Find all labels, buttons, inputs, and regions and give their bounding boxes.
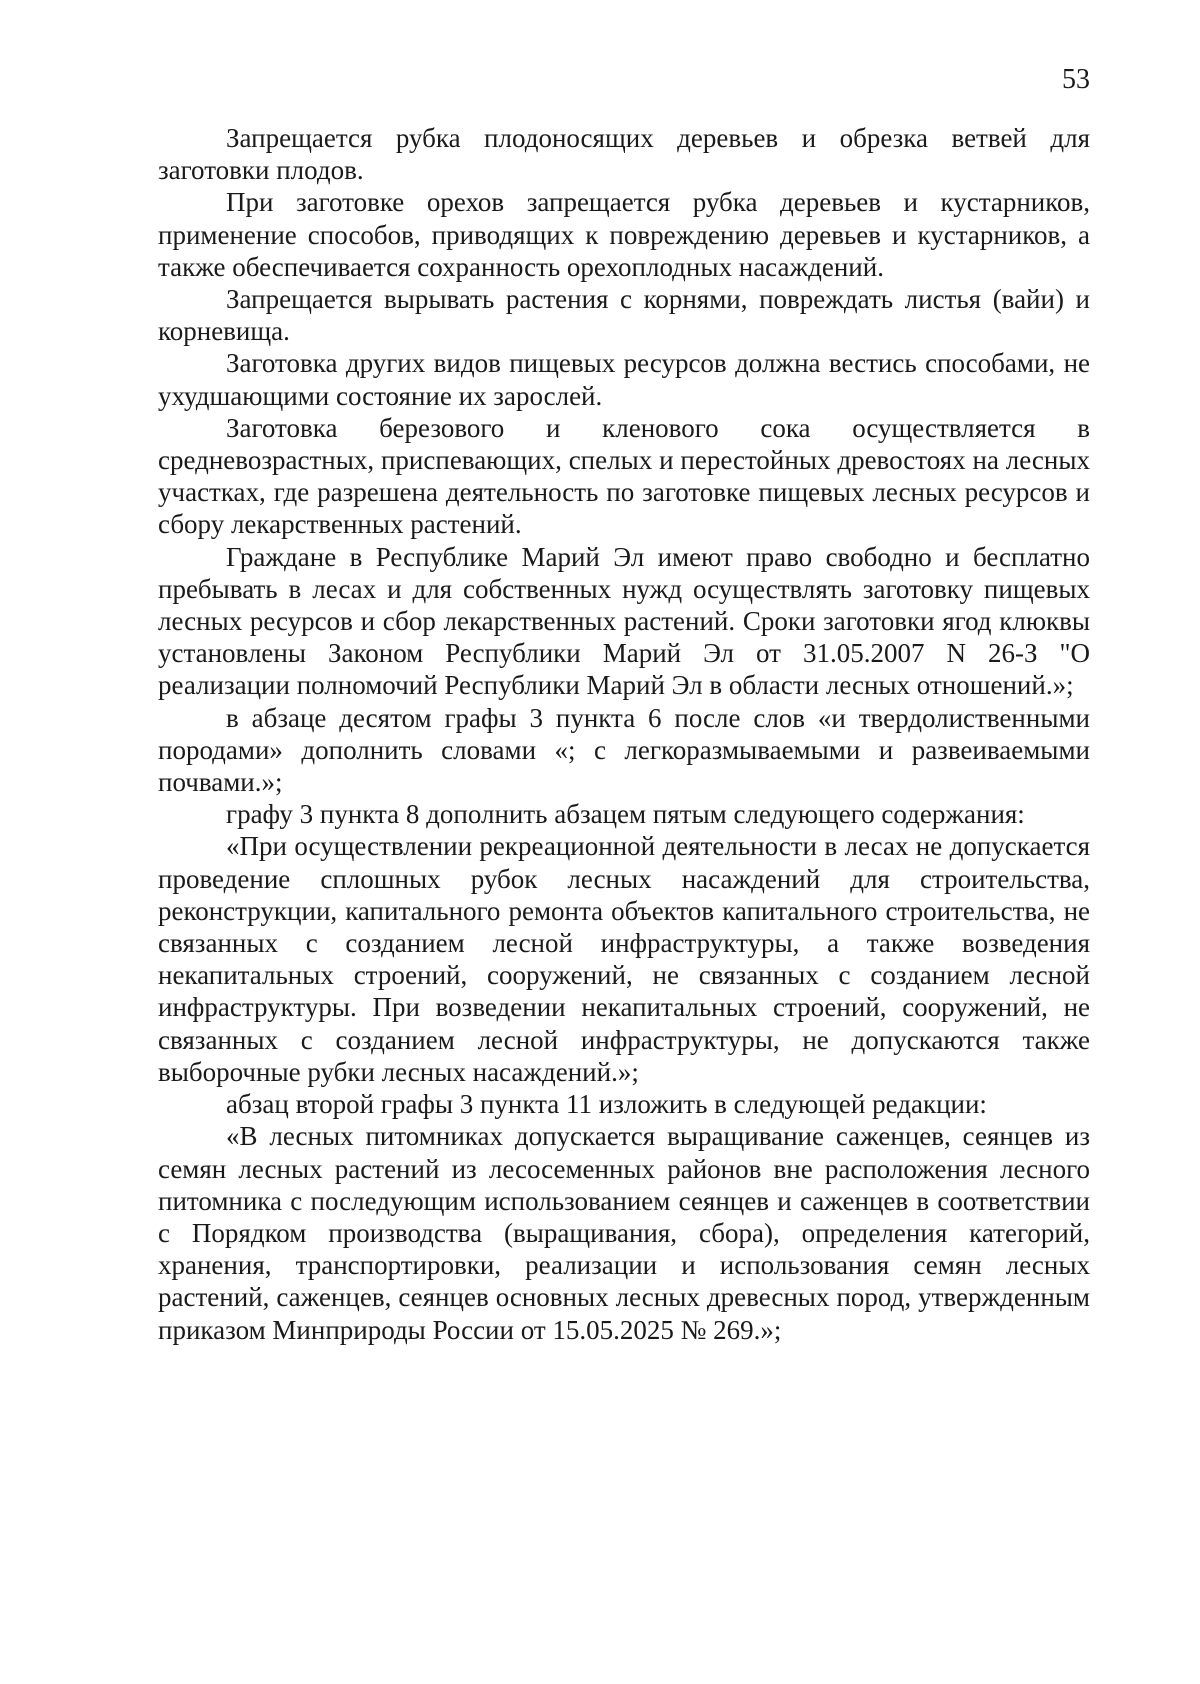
document-body xyxy=(158,122,1090,1346)
paragraph-fruit-trees: Запрещается рубка плодоносящих деревьев и обрезка ветвей для заготовки плодов. xyxy=(158,123,1090,186)
paragraph-nurseries: «В лесных питомниках допускается выращивание саженцев, сеянцев из семян лесных растений из лесосеменных районов вне расположения лесного питомника с последующим использованием сеянцев и саженцев в соответствии с Порядком производства (выращивания, сбора), определения категорий, хранения, транспортировки, реализации и использования семян лесных растений, саженцев, сеянцев основных лесных древесных пород, утвержденным приказом Минприроды России от 15.05.2025 № 269.»; xyxy=(158,1121,1090,1345)
page-number: 53 xyxy=(1062,64,1090,95)
paragraph-citizens: Граждане в Республике Марий Эл имеют право свободно и бесплатно пребывать в лесах и для собственных нужд осуществлять заготовку пищевых лесных ресурсов и сбор лекарственных растений. Сроки заготовки ягод клюквы установлены Законом Республики Марий Эл от 31.05.2007 N 26-З "О реализации полномочий Республики Марий Эл в области лесных отношений.»; xyxy=(158,541,1090,701)
paragraph-amendment-item8: графу 3 пункта 8 дополнить абзацем пятым следующего содержания: xyxy=(226,799,1025,830)
paragraph-sap: Заготовка березового и кленового сока осуществляется в средневозрастных, приспевающих, спелых и перестойных древостоях на лесных участках, где разрешена деятельность по заготовке пищевых лесных ресурсов и сбору лекарственных растений. xyxy=(158,412,1090,540)
paragraph-roots: Запрещается вырывать растения с корнями, повреждать листья (вайи) и корневища. xyxy=(158,284,1090,347)
paragraph-recreation: «При осуществлении рекреационной деятельности в лесах не допускается проведение сплошных рубок лесных насаждений для строительства, реконструкции, капитального ремонта объектов капитального строительства, не связанных с созданием лесной инфраструктуры, а также возведения некапитальных строений, сооружений, не связанных с созданием лесной инфраструктуры. При возведении некапитальных строений, сооружений, не связанных с созданием лесной инфраструктуры, не допускаются также выборочные рубки лесных насаждений.»; xyxy=(158,831,1090,1087)
paragraph-other-resources: Заготовка других видов пищевых ресурсов должна вестись способами, не ухудшающими состояние их зарослей. xyxy=(158,348,1090,411)
paragraph-amendment-item11: абзац второй графы 3 пункта 11 изложить в следующей редакции: xyxy=(226,1089,987,1120)
paragraph-nuts: При заготовке орехов запрещается рубка деревьев и кустарников, применение способов, приводящих к повреждению деревьев и кустарников, а также обеспечивается сохранность орехоплодных насаждений. xyxy=(158,187,1090,282)
paragraph-amendment-item6: в абзаце десятом графы 3 пункта 6 после слов «и твердолиственными породами» дополнить словами «; с легкоразмываемыми и развеиваемыми почвами.»; xyxy=(158,702,1090,798)
